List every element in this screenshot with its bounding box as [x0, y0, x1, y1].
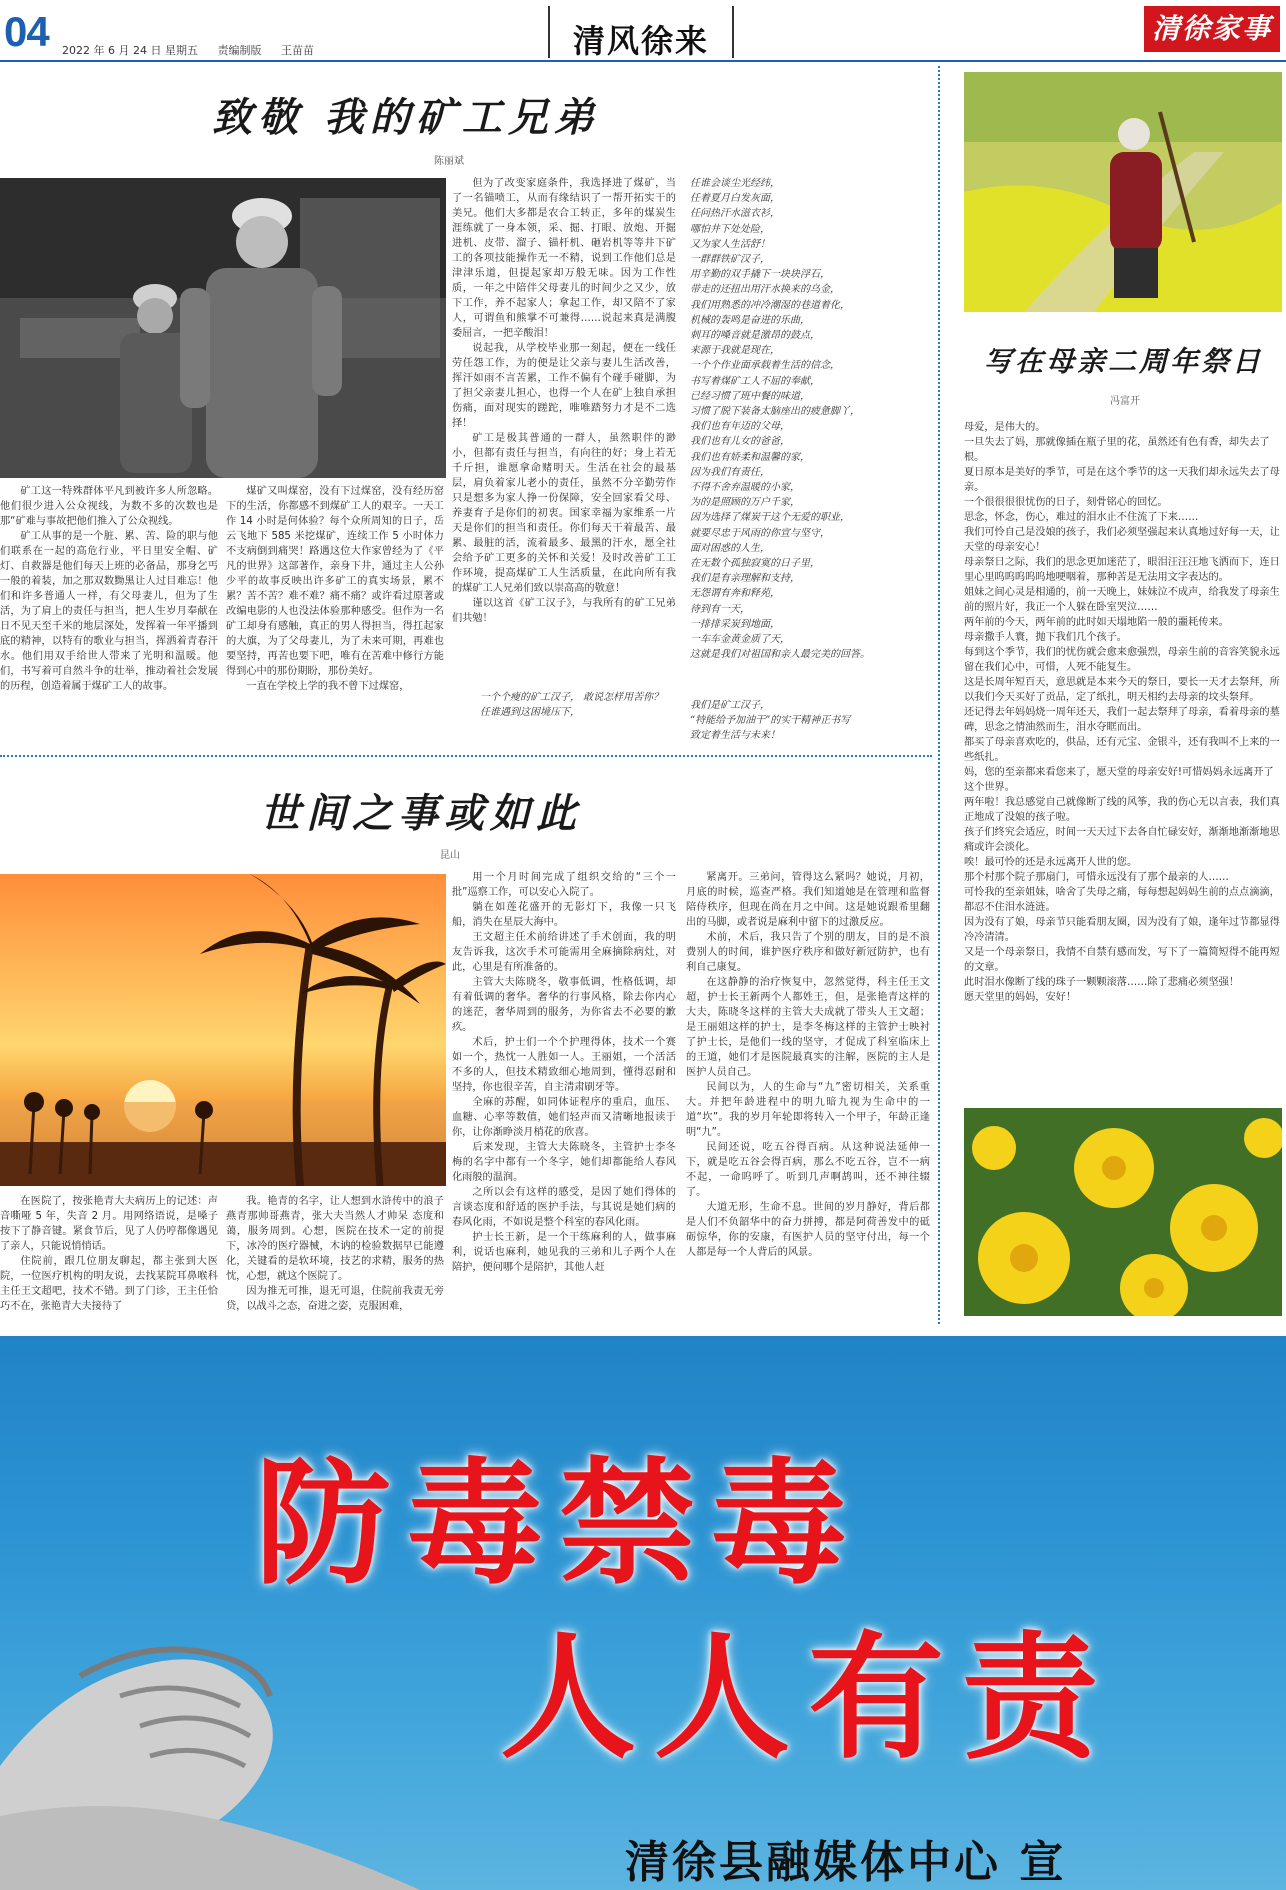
article2-column-4: 紧离开。三弟问，管得这么紧吗？她说，月初，月底的时候，巡查严格。我们知道她是在管理和监督陪侍秩序，但现在尚在月之中间。这是她说跟希里翻出的马脚，或者说是麻利中留下的过激反应。 术前，术后，我只告了个别的朋友，目的是不浪费别人的时间，谁护医疗秩序和做好新冠防护，也有利自己康复。 在这静静的治疗恢复中，忽然觉得，科主任王文超，护士长王新两个人都姓王，但，是张艳青这样的大夫，陈晓冬这样的主管大夫成就了带头人王文超；是王丽姐这样的护士，是李冬梅这样的主管护士映衬了护士长，是他们一线的坚守，才促成了科室临床上的王道，她们才是医院最真实的注解，医院的主人是医护人员自己。 民间以为，人的生命与“九”密切相关，关系重大。并把年龄进程中的明九暗九视为生命中的一道“坎”。我的岁月年轮即将转入一个甲子，年龄正逢明“九”。 民间还说，吃五谷得百病。从这种说法延伸一下，就是吃五谷会得百病，那么不吃五谷，岂不一病不起，一命呜呼了。听到几声啊鸪叫，还不神往辍了。 大道无形，生命不息。世间的岁月静好，背后都是人们不负韶华中的奋力拼搏，都是阿荷善发中的砥砺惊华，你的安康，有医护人员的坚守付出，每一个人都是每一个人背后的风景。	[686, 872, 930, 1258]
column-divider	[938, 66, 940, 1324]
article1-column-2: 煤矿又叫煤窑，没有下过煤窑，没有经历窑下的生活，你都感不到煤矿工人的艰辛。一天工作 14 小时是何体验？每个众所周知的日子，岳云飞地下 585 米挖煤矿，连续工作 5 小时体力不支病倒到痛哭！路遇这位大作家曾经为了《平凡的世界》这部著作，亲身下井，通过主人公孙少平的故事反映出许多矿工的真实场景，累不累？苦不苦？难不难？痛不痛？或许看过原著或改编电影的人也没法体验那种感受。但作为一名矿工却身有感触，真正的男人得担当，得扛起家的大旗，为了父母妻儿，为了未来可期，再难也要坚持，再苦也要下吧，唯有在苦难中修行方能得到心中的那份期盼，那份美好。 一直在学校上学的我不曾下过煤窑，	[226, 486, 444, 692]
article1-column-3: 但为了改变家庭条件，我选择进了煤矿，当了一名锚喷工，从而有缘结识了一帮开拓实干的美兄。他们大多都是农合工转正，多年的煤炭生涯练就了一身本领，采、掘、打眼、放炮、开掘进机、皮带、溜子、锚杆机、砸岩机等等井下矿工的各项技能操作无一不精，说到工作他们总是津津乐道，但提起家却万般无味。因为工作性质，一年之中陪伴父母妻儿的时间少之又少，放下工作，养不起家人；拿起工作，却又陪不了家人，可谓鱼和熊掌不可兼得……说起来真是满腹委屈言，一把辛酸泪！ 说起我，从学校毕业那一刻起，便在一线任劳任怨工作，为的便是让父亲与妻儿生活改善，挥汗如雨不言苦累，工作不偏有个碰手碰脚，为了担父亲妻儿担心，也得一个人在矿上独自承担伤痛，面对现实的蹉跎，唯唯踏努力才是不二选择！ 矿工是极其普通的一群人，虽然职伴的渺小，但都有责任与担当，有向往的好；身上若无千斤担，谁愿拿命赌明天。生活在社会的最基层，肩负着家儿老小的责任，虽然不分辛勤劳作只是想多为家人挣一份保障，安全回家看父母、养妻育子是你们的初衷。国家幸福为家维系一片天是你们的担当和责任。你们每天干着最苦、最累、最脏的活，流着最多、最黑的汗水，愿全社会给予矿工更多的关怀和关爱！及时改善矿工工作环境，提高煤矿工人生活质量，在此向所有我的煤矿工人兄弟们致以崇高高的敬意！ 谨以这首《矿工汉子》，与我所有的矿工兄弟们共勉！	[452, 178, 676, 624]
article1-poem: 任谁会谈尘光经纬， 任着夏月白发灰面， 任问热汗水滋衣衫， 哪怕井下处处险， 又为家人生活舒！ 一群群铁矿汉子， 用辛勤的双手撬下一块块浮石， 带走的还扭出用汗水换来的乌金， 我们用熟悉的冲冷潮湿的巷道着化， 机械的轰鸣是奋进的乐曲， 刺耳的嗓音就是激昂的鼓点， 来源于我就是现在， 一个个作业面承载着生活的信念， 书写着煤矿工人不屈的奉献， 已经习惯了班中餐的味道， 习惯了脱下装备太脑座出的疲惫脚丫， 我们也有年迈的父母， 我们也有儿女的爸爸， 我们也有娇柔和温馨的家， 因为我们有责任， 不得不舍弃温暖的小家， 为的是照顾的万户千家， 因为选择了煤炭干这个无爱的职业， 就要尽忠于风雨的你宣与坚守， 面对困惑的人生， 在无数个孤独寂寞的日子里， 我们是有亲理解和支持， 无怨谓有奔和释苑， 待到有一天， 一排排采炭到地面， 一车车金黄金质了天， 这就是我们对祖国和亲人最完美的回答。	[690, 178, 870, 661]
chrysanthemum-photo	[964, 1108, 1282, 1316]
issue-meta	[62, 42, 330, 58]
section-title-box	[548, 6, 734, 58]
article1-author: 陈丽斌	[434, 156, 464, 167]
banner-slogan-line2: 人人有责	[500, 1620, 1116, 1778]
article2-title: 世间之事或如此	[260, 790, 582, 837]
article3-body: 母爱，是伟大的。 一旦失去了妈，那就像插在瓶子里的花，虽然还有色有香，却失去了根。 夏日原本是美好的季节，可是在这个季节的这一天我们却永远失去了母亲。 一个很很很很忧伤的日子，刻骨铭心的回忆。 思念，怀念，伤心，难过的泪水止不住流了下来…… 我们可怜自己是没娘的孩子，我们必须坚强起来认真地过好每一天，让天堂的母亲安心！ 母亲祭日之际，我们的思念更加迷茫了，眼泪汪汪汪地飞洒而下，连日里心里呜呜呜呜呜地哽咽着，那种苦是无法用文字表达的。 姐妹之间心灵是相通的，前一天晚上，妹妹泣不成声，给我发了母亲生前的照片好，我正一个人躲在卧室哭泣…… 两年前的今天，两年前的此时如天塌地陷一般的噩耗传来。 母亲撒手人寰，抛下我们几个孩子。 每到这个季节，我们的忧伤就会愈来愈强烈，母亲生前的音容笑貌永远留在我们心中，可惜，人死不能复生。 这是长周年短百天，意思就是本来今天的祭日，要长一天才去祭拜，所以我们今天买好了贡品，定了纸扎，明天相约去母亲的坟头祭拜。 还记得去年妈妈烧一周年还天，我们一起去祭拜了母亲，看着母亲的墓碑，思念之情油然而生，泪水夺眶而出。 都买了母亲喜欢吃的，供品，还有元宝、金银斗，还有我叫不上来的一些纸扎。 妈，您的至亲都来看您来了，愿天堂的母亲安好!可惜妈妈永远离开了这个世界。 两年啦！我总感觉自己就像断了线的风筝，我的伤心无以言表，我们真正地成了没娘的孩子啦。 孩子们终究会适应，时间一天天过下去各自忙碌安好，渐渐地渐渐地思痛或许会淡化。 唉！最可怜的还是永远离开人世的您。 那个村那个院子那扇门，可惜永远没有了那个最亲的人…… 可怜我的至亲姐妹，啥舍了失母之痛，每每想起妈妈生前的点点滴滴，都忍不住泪水涟涟。 因为没有了娘，母亲节只能看朋友圈，因为没有了娘，逢年过节都显得冷冷清清。 又是一个母亲祭日，我情不自禁有感而发，写下了一篇简短得不能再短的文章。 此时泪水像断了线的珠子一颗颗滚落……除了悲痛必须坚强！ 愿天堂里的妈妈，安好！	[964, 422, 1280, 1003]
article2-column-2: 我。艳青的名字，让人想到水浒传中的浪子燕青那帅哥燕青，张大夫当然人才帅呆 态度和蔼，服务周到。心想，医院在技术一定的前提下，冰冷的医疗器械，木讷的检验数据早已能遵化，关键看的是软环境，技艺的求精，服务的热忱，心想，就这个医院了。 因为推无可推，退无可退，住院前我责无旁贷，以战斗之态，奋进之姿，克服困难，	[226, 1196, 444, 1312]
sunset-palm-photo	[0, 874, 446, 1186]
article2-column-3: 用一个月时间完成了组织交给的“三个一批”巡察工作，可以安心入院了。 躺在如莲花盛开的无影灯下，我像一只飞船，消失在星辰大海中。 王文超主任术前给讲述了手术创面，我的明友告诉我，这次手术可能需用全麻摘除病灶，对此，心里是有所准备的。 主管大夫陈晓冬，敬事低调，性格低调，却有着低调的奢华。奢华的行事风格，除去你内心的迷茫，奢华周到的服务，为你省去不必要的歉疚。 术后，护士们一个个护理得体，技术一个赛如一个，热忱一人胜如一人。王丽姐，一个活活不多的人，但技术精致细心地周到，懂得忍耐和坚持，你也很辛苦，自主清肃刷牙等。 全麻的苏醒，如同体证程序的重启，血压、血糖、心率等数值，她们轻声而又清晰地报读于你，让你渐睁淡月梢花的欣喜。 后来发现，主管大夫陈晓冬，主管护士李冬梅的名字中都有一个冬字，她们却都能给人春风化雨般的温润。 之所以会有这样的感受，是因了她们得体的言谈态度和舒适的医护手法，与其说是她们病的春风化雨，不如说是整个科室的春风化雨。 护士长王新，是一个干练麻利的人，做事麻利，说话也麻利，她见我的三弟和儿子两个人在陪护，便问哪个是陪护，其他人赶	[452, 872, 676, 1273]
article-divider	[0, 755, 932, 757]
article2-column-1: 在医院了，按张艳青大夫病历上的记述：声音嘶哑 5 年，失音 2 月。用网络语说，是嗓子按下了静音键。紧食节后，见了人仍哼都像遇见了亲人，只能说悄悄话。 住院前，跟几位朋友聊起，都主张到大医院，一位医疗机构的明友说，去找某院耳鼻喉科主任王文超吧，技术不错。到了门诊，王主任恰巧不在，张艳青大夫接待了	[0, 1196, 218, 1312]
section-title: 清风徐来	[572, 22, 709, 60]
article1-poem-ending: 我们是矿工汉子， “特能给予加油干”的实干精神正书写 致定着生活与未来！	[690, 700, 851, 742]
article2-author: 昆山	[440, 850, 460, 861]
anti-drug-banner	[0, 1336, 1286, 1890]
meadow-woman-photo	[964, 72, 1282, 312]
article1-column-1: 矿工这一特殊群体平凡到被许多人所忽略。他们很少进入公众视线，为数不多的次数也是那“矿难与事故把他们推入了公众视线。 矿工从事的是一个脏、累、苦、险的职与他们联系在一起的高危行业，平日里安全帽、矿灯、自救器是他们每天上班的必备品，那身乞丐一般的着装，加之那双数黝黑让人过目难忘！他们和许多普通人一样，有父母妻儿，但为了生活，为了肩上的责任与担当，把人生岁月奉献在日不见天至千米的地层深处，发挥着一年平播到底的精神，以特有的歌业与担当，挥洒着青春汗水。他们用双手给世人带来了光明和温暖。他们，书写着可自然斗争的壮举，推动着社会发展的历程，创造着属于煤矿工人的故事。	[0, 486, 218, 692]
page-number: 04	[4, 8, 49, 55]
article3-author: 冯富开	[1110, 396, 1140, 407]
article3-title: 写在母亲二周年祭日	[984, 345, 1264, 378]
article1-poem-intro: 一个个瘦的矿工汉子， 敢说怎样用苦你？ 任谁遇到这困境压下，	[480, 692, 664, 719]
editor-name: 王苗苗	[280, 44, 314, 57]
banner-slogan-line1: 防毒禁毒	[255, 1446, 863, 1604]
article1-title: 致敬 我的矿工兄弟	[212, 94, 600, 141]
page-header	[0, 0, 1286, 62]
brand-logo	[1144, 6, 1280, 52]
miner-photo	[0, 178, 446, 478]
banner-organization: 清徐县融媒体中心 宣	[625, 1837, 1067, 1888]
issue-date: 2022 年 6 月 24 日 星期五	[62, 44, 198, 57]
editor-label: 责编制版	[217, 44, 262, 57]
brand-name: 清徐家事	[1151, 12, 1272, 45]
